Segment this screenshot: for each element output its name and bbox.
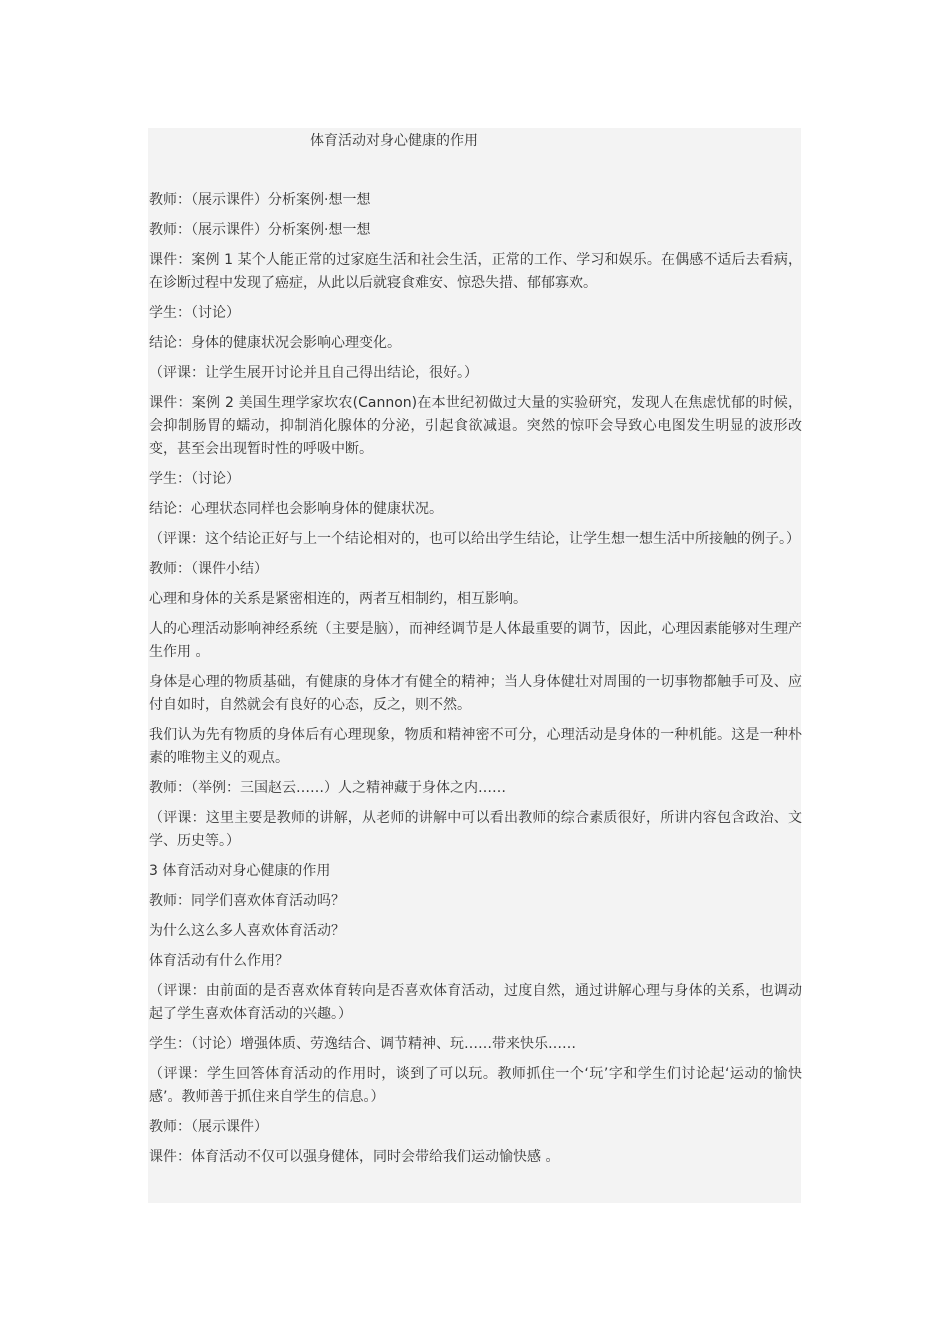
- paragraph: 身体是心理的物质基础，有健康的身体才有健全的精神；当人身体健壮对周围的一切事物都触手可及、应付自如时，自然就会有良好的心态，反之，则不然。: [149, 674, 802, 713]
- paragraph: 教师：（课件小结）: [149, 561, 268, 577]
- paragraph: （评课：这个结论正好与上一个结论相对的，也可以给出学生结论，让学生想一想生活中所接触的例子。）: [149, 531, 800, 547]
- paragraph: 学生：（讨论）: [149, 471, 240, 487]
- paragraph: 为什么这么多人喜欢体育活动？: [149, 923, 345, 939]
- paragraph: 结论：心理状态同样也会影响身体的健康状况。: [149, 501, 443, 517]
- paragraph: 人的心理活动影响神经系统（主要是脑），而神经调节是人体最重要的调节，因此，心理因素能够对生理产生作用 。: [149, 621, 802, 660]
- paragraph: （评课：这里主要是教师的讲解，从老师的讲解中可以看出教师的综合素质很好，所讲内容包含政治、文学、历史等。）: [149, 810, 802, 849]
- paragraph: 课件：体育活动不仅可以强身健体，同时会带给我们运动愉快感 。: [149, 1149, 560, 1165]
- paragraph: 体育活动有什么作用？: [149, 953, 289, 969]
- paragraph: 课件：案例 1 某个人能正常的过家庭生活和社会生活，正常的工作、学习和娱乐。在偶感不适后去看病，在诊断过程中发现了癌症，从此以后就寝食难安、惊恐失措、郁郁寡欢。: [149, 252, 802, 291]
- paragraph: 教师：（展示课件）: [149, 1119, 268, 1135]
- paragraph: 教师：（举例：三国赵云……）人之精神藏于身体之内……: [149, 780, 506, 796]
- document-body: [149, 189, 802, 1176]
- paragraph: 结论：身体的健康状况会影响心理变化。: [149, 335, 401, 351]
- paragraph: 教师：（展示课件）分析案例·想一想: [149, 222, 371, 238]
- paragraph: 学生：（讨论）增强体质、劳逸结合、调节精神、玩……带来快乐……: [149, 1036, 576, 1052]
- section-heading: 3 体育活动对身心健康的作用: [149, 863, 331, 879]
- paragraph: 心理和身体的关系是紧密相连的，两者互相制约，相互影响。: [149, 591, 527, 607]
- paragraph: 课件：案例 2 美国生理学家坎农(Cannon)在本世纪初做过大量的实验研究，发现人在焦虑忧郁的时候，会抑制肠胃的蠕动，抑制消化腺体的分泌，引起食欲减退。突然的惊吓会导致心电图发生明显的波形改变，甚至会出现暂时性的呼吸中断。: [149, 395, 802, 457]
- paragraph: （评课：由前面的是否喜欢体育转向是否喜欢体育活动，过度自然，通过讲解心理与身体的关系，也调动起了学生喜欢体育活动的兴趣。）: [149, 983, 802, 1022]
- paragraph: 我们认为先有物质的身体后有心理现象，物质和精神密不可分，心理活动是身体的一种机能。这是一种朴素的唯物主义的观点。: [149, 727, 802, 766]
- paragraph: 教师：同学们喜欢体育活动吗？: [149, 893, 345, 909]
- paragraph: （评课：学生回答体育活动的作用时，谈到了可以玩。教师抓住一个‘玩’字和学生们讨论起‘运动的愉快感’。教师善于抓住来自学生的信息。）: [149, 1066, 802, 1105]
- paragraph: 学生：（讨论）: [149, 305, 240, 321]
- document-title: 体育活动对身心健康的作用: [310, 133, 478, 149]
- paragraph: 教师：（展示课件）分析案例·想一想: [149, 192, 371, 208]
- paragraph: （评课：让学生展开讨论并且自己得出结论，很好。）: [149, 365, 478, 381]
